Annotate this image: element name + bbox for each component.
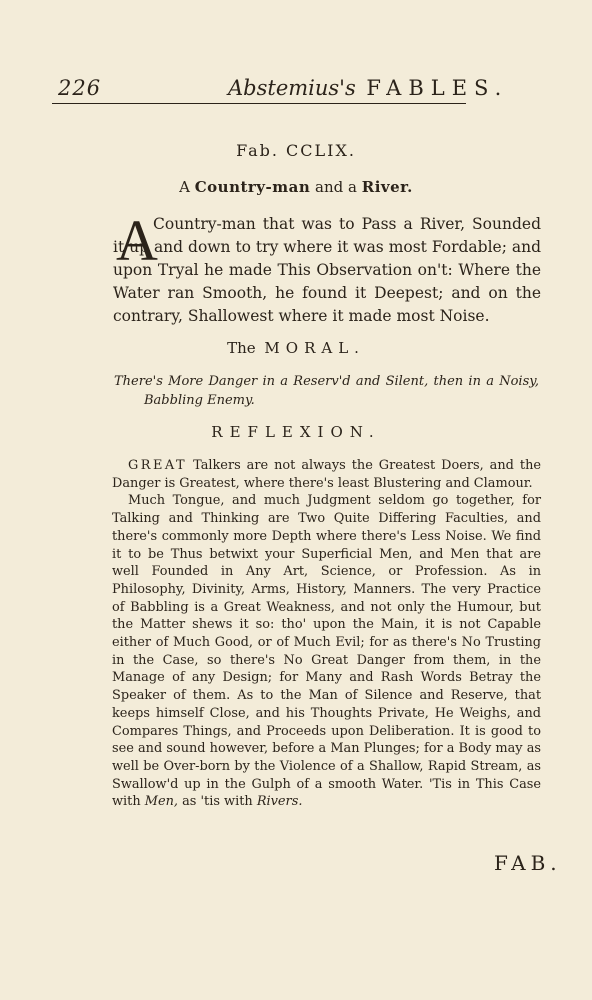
moral-text <box>114 372 539 410</box>
reflexion-p2-main: Much Tongue, and much Judgment seldom go together, for Talking and Thinking are Two Quite Differing Faculties, and there's commonly more Depth where there's Less Noise. We find it to be Thus betwixt your Superficial Men, and Men that are well Founded in Any Art, Science, or Profession. As in Philosophy, Divinity, Arms, History, Manners. The very Practice of Babbling is a Great Weakness, and not only the Humour, but the Matter shews it so: tho' upon the Main, it is not Capable either of Much Good, or of Much Evil; for as there's No Trusting in the Case, so there's No Great Danger from them, in the Manage of any Design; for Many and Rash Words Betray the Speaker of them. As to the Man of Silence and Reserve, that keeps himself Close, and his Thoughts Private, He Weighs, and Compares Things, and Proceeds upon Deliberation. It is good to see and sound however, before a Man Plunges; for a Body may as well be Over-born by the Violence of a Shallow, Rapid Stream, as Swallow'd up in the Gulph of a smooth Water. 'Tis in This Case with <box>112 493 541 810</box>
reflexion-text <box>112 457 541 811</box>
fable-text <box>113 208 541 328</box>
reflexion-lead-word: GREAT <box>128 458 188 473</box>
moral-heading-moral: MORAL. <box>264 339 365 357</box>
running-header <box>58 74 509 104</box>
running-title <box>228 76 508 100</box>
fable-title-article: A <box>179 178 190 196</box>
reflexion-men: Men, <box>144 794 178 810</box>
reflexion-heading: REFLEXION. <box>211 423 381 441</box>
moral-heading-the: The <box>227 339 256 357</box>
fable-number: Fab. CCLIX. <box>236 141 356 160</box>
reflexion-p2-tail: as 'tis with <box>182 794 253 810</box>
catchword: FAB. <box>494 851 562 875</box>
fable-title-river: River. <box>361 178 413 196</box>
fable-title-and: and a <box>315 178 357 196</box>
page-number: 226 <box>58 76 102 100</box>
reflexion-p1-rest: Talkers are not always the Greatest Doers, and the Danger is Greatest, where there's least Blustering and Clamour. <box>112 458 541 491</box>
fable-paragraph: Country-man that was to Pass a River, Sounded it up and down to try where it was most Fordable; and upon Tryal he made This Observation on't: Where the Water ran Smooth, he found it Deepest; and on the contrary, Shallowest where it made most Noise. <box>113 215 541 325</box>
fable-title <box>0 178 592 196</box>
reflexion-rivers: Rivers. <box>256 794 303 810</box>
reflexion-paragraph-1 <box>112 457 541 492</box>
running-title-fables: FABLES. <box>366 76 509 100</box>
running-title-author: Abstemius's <box>228 76 356 100</box>
reflexion-paragraph-2 <box>112 492 541 811</box>
moral-paragraph: There's More Danger in a Reserv'd and Silent, then in a Noisy, Babbling Enemy. <box>114 374 539 408</box>
fable-title-countryman: Country-man <box>194 178 311 196</box>
header-rule <box>52 103 466 104</box>
drop-cap: A <box>116 208 158 273</box>
moral-heading <box>0 339 592 357</box>
